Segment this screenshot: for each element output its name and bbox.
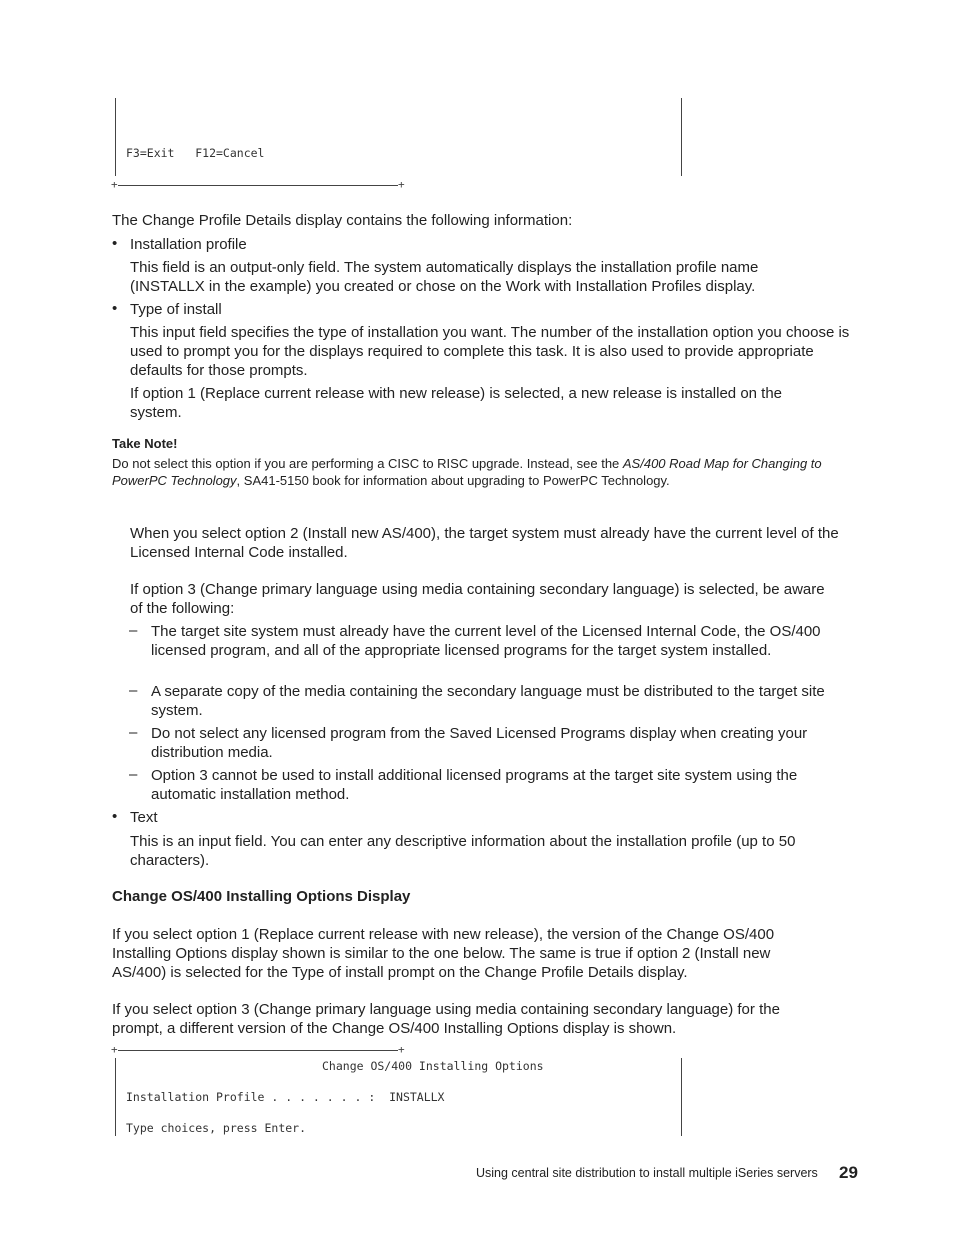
book-title: AS/400 Road Map for Changing to PowerPC Technology xyxy=(112,456,822,488)
bullet: • xyxy=(112,235,118,252)
section-paragraph: If you select option 1 (Replace current release with new release), the version of the Change OS/400 Installing Options display shown is similar to the one below. The same is true if option 2 (Install new AS/400) is selected for the Type of install prompt on the Change Profile Details display. xyxy=(112,926,775,981)
item-label-text: Text xyxy=(130,809,158,826)
option3-paragraph: If option 3 (Change primary language using media containing secondary language) is selected, be aware of the following: xyxy=(130,581,825,617)
intro-paragraph: The Change Profile Details display contains the following information: xyxy=(112,212,573,229)
item-paragraph: This is an input field. You can enter any descriptive information about the installation profile (up to 50 characters). xyxy=(130,833,796,869)
item-label-installation-profile: Installation profile xyxy=(130,236,247,253)
dash-item: Option 3 cannot be used to install additional licensed programs at the target site system using the automatic installation method. xyxy=(151,767,798,803)
option2-paragraph: When you select option 2 (Install new AS/400), the target system must already have the current level of the Licensed Internal Code installed. xyxy=(130,525,839,561)
dash-item: A separate copy of the media containing the secondary language must be distributed to the target site system. xyxy=(151,683,825,719)
item-paragraph: This field is an output-only field. The system automatically displays the installation profile name (INSTALLX in the example) you created or chose on the Work with Installation Profiles display. xyxy=(130,259,759,295)
footer-text: Using central site distribution to install multiple iSeries servers xyxy=(476,1166,818,1180)
item-paragraph: This input field specifies the type of installation you want. The number of the installation option you choose is used to prompt you for the displays required to complete this task. It is also used to provide appropriate defaults for those prompts. xyxy=(130,324,850,379)
function-keys-line: F3=Exit F12=Cancel xyxy=(126,146,265,160)
note-title: Take Note! xyxy=(112,436,178,451)
page-number: 29 xyxy=(839,1163,858,1182)
dash-item: Do not select any licensed program from the Saved Licensed Programs display when creating your distribution media. xyxy=(151,725,808,761)
item-label-type-of-install: Type of install xyxy=(130,301,222,318)
section-heading: Change OS/400 Installing Options Display xyxy=(112,888,411,905)
screen-title: Change OS/400 Installing Options xyxy=(322,1059,544,1073)
note-text: Do not select this option if you are performing a CISC to RISC upgrade. Instead, see the AS/400 Road Map for Changing to PowerPC Technology, SA41-5150 book for information about upgrading to PowerPC Technology. xyxy=(112,456,822,488)
item-paragraph: If option 1 (Replace current release with new release) is selected, a new release is installed on the system. xyxy=(130,385,783,421)
bullet: • xyxy=(112,300,118,317)
bullet: • xyxy=(112,808,118,825)
section-paragraph: If you select option 3 (Change primary language using media containing secondary language) for the prompt, a different version of the Change OS/400 Installing Options display is shown. xyxy=(112,1001,780,1037)
installation-profile-line: Installation Profile . . . . . . . : INSTALLX xyxy=(126,1090,445,1104)
dash-item: The target site system must already have the current level of the Licensed Internal Code, the OS/400 licensed program, and all of the appropriate licensed programs for the target system installed. xyxy=(151,623,821,659)
instruction-line: Type choices, press Enter. xyxy=(126,1121,307,1135)
